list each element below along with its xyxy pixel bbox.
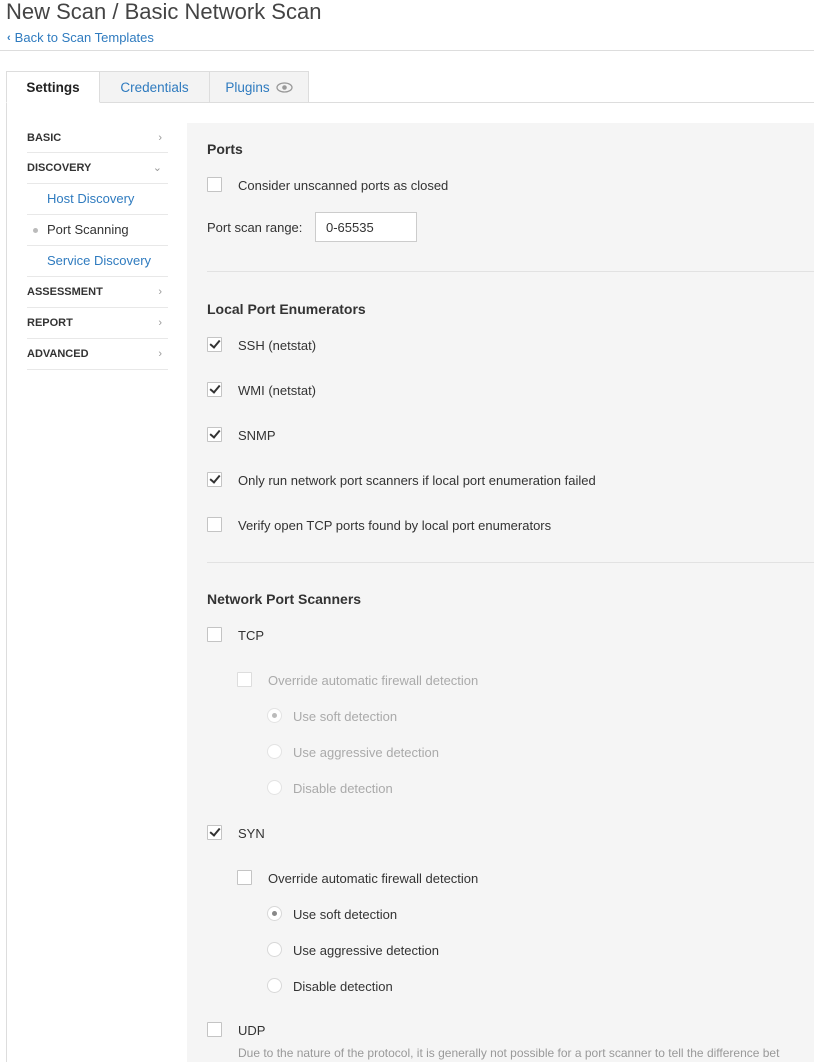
snmp-checkbox[interactable] [207, 427, 222, 442]
udp-label: UDP [238, 1023, 266, 1038]
tcp-aggressive-detection-label: Use aggressive detection [293, 745, 439, 760]
sidebar-item-report[interactable] [27, 308, 168, 339]
sidebar-item-label: ASSESSMENT [27, 286, 103, 298]
chevron-right-icon: › [158, 132, 162, 144]
sidebar-sub-service-discovery[interactable]: Service Discovery [27, 246, 168, 277]
back-link-label: Back to Scan Templates [14, 30, 154, 45]
tcp-aggressive-detection-radio[interactable] [267, 744, 282, 759]
syn-override-firewall-label: Override automatic firewall detection [268, 871, 479, 886]
syn-override-firewall-checkbox[interactable] [237, 870, 252, 885]
tab-plugins[interactable] [209, 71, 309, 103]
chevron-down-icon: ⌄ [152, 162, 162, 174]
verify-tcp-label: Verify open TCP ports found by local port enumerators [238, 518, 552, 533]
tcp-soft-detection-radio[interactable] [267, 708, 282, 723]
tcp-soft-detection-label: Use soft detection [293, 709, 398, 724]
sidebar-item-assessment[interactable] [27, 277, 168, 308]
tcp-disable-detection-radio[interactable] [267, 780, 282, 795]
port-range-input[interactable] [315, 212, 417, 242]
sidebar-item-advanced[interactable] [27, 339, 168, 370]
tcp-override-firewall-checkbox[interactable] [237, 672, 252, 687]
panel-left-border [6, 102, 7, 1062]
sidebar-item-label: DISCOVERY [27, 162, 92, 174]
syn-aggressive-detection-label: Use aggressive detection [293, 943, 439, 958]
active-dot-icon [33, 228, 38, 233]
sidebar-item-label: ADVANCED [27, 348, 89, 360]
tab-plugins-label: Plugins [225, 80, 270, 95]
tcp-disable-detection-label: Disable detection [293, 781, 393, 796]
back-to-templates-link[interactable] [7, 30, 154, 45]
settings-content-panel [187, 123, 814, 1062]
wmi-netstat-checkbox[interactable] [207, 382, 222, 397]
only-run-scanners-checkbox[interactable] [207, 472, 222, 487]
page-title: New Scan / Basic Network Scan [6, 0, 322, 24]
section-title-ports: Ports [207, 141, 243, 157]
only-run-scanners-label: Only run network port scanners if local port enumeration failed [238, 473, 596, 488]
ssh-netstat-label: SSH (netstat) [238, 338, 317, 353]
tcp-override-firewall-label: Override automatic firewall detection [268, 673, 479, 688]
port-range-label: Port scan range: [207, 220, 303, 235]
section-divider [207, 562, 814, 563]
sidebar-item-basic[interactable] [27, 123, 168, 153]
wmi-netstat-label: WMI (netstat) [238, 383, 317, 398]
ssh-netstat-checkbox[interactable] [207, 337, 222, 352]
tcp-label: TCP [238, 628, 264, 643]
udp-checkbox[interactable] [207, 1022, 222, 1037]
eye-icon [276, 82, 293, 93]
section-title-local-enum: Local Port Enumerators [207, 301, 366, 317]
section-divider [207, 271, 814, 272]
tcp-checkbox[interactable] [207, 627, 222, 642]
tab-credentials[interactable]: Credentials [99, 71, 210, 103]
sidebar-item-label: REPORT [27, 317, 73, 329]
tab-settings[interactable]: Settings [6, 71, 100, 103]
syn-disable-detection-radio[interactable] [267, 978, 282, 993]
header-divider [0, 50, 814, 51]
sidebar-item-label: BASIC [27, 132, 62, 144]
syn-checkbox[interactable] [207, 825, 222, 840]
tab-bar-line [6, 102, 814, 103]
syn-soft-detection-radio[interactable] [267, 906, 282, 921]
unscanned-closed-checkbox[interactable] [207, 177, 222, 192]
snmp-label: SNMP [238, 428, 276, 443]
section-title-scanners: Network Port Scanners [207, 591, 362, 607]
chevron-right-icon: › [158, 348, 162, 360]
syn-soft-detection-label: Use soft detection [293, 907, 398, 922]
chevron-right-icon: › [158, 286, 162, 298]
sidebar-sub-port-scanning[interactable] [27, 215, 168, 246]
chevron-left-icon: ‹ [7, 31, 11, 44]
sidebar-sub-host-discovery[interactable]: Host Discovery [27, 184, 168, 215]
udp-description: Due to the nature of the protocol, it is generally not possible for a port scanner to tell the difference bet [238, 1046, 780, 1060]
syn-aggressive-detection-radio[interactable] [267, 942, 282, 957]
sidebar-item-discovery[interactable] [27, 153, 168, 184]
unscanned-closed-label: Consider unscanned ports as closed [238, 178, 449, 193]
syn-label: SYN [238, 826, 265, 841]
sidebar-item-label: Port Scanning [47, 222, 129, 237]
syn-disable-detection-label: Disable detection [293, 979, 393, 994]
chevron-right-icon: › [158, 317, 162, 329]
settings-sidebar [27, 123, 168, 370]
verify-tcp-checkbox[interactable] [207, 517, 222, 532]
